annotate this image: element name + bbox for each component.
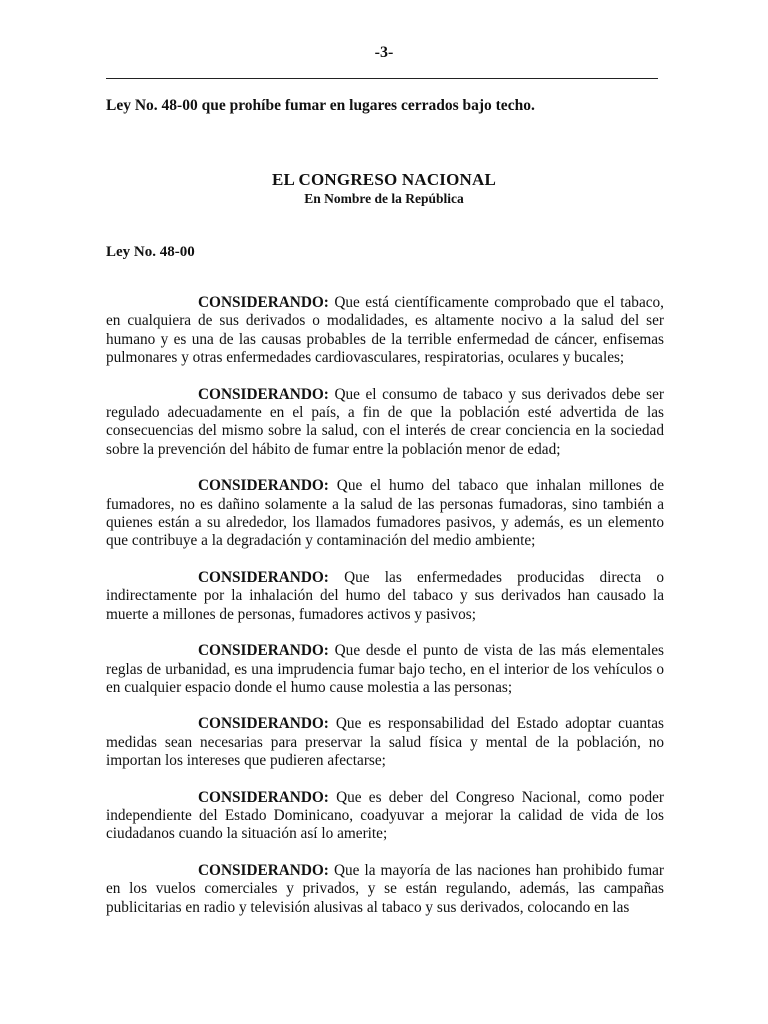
considerando-paragraph: [106, 569, 664, 624]
considerando-paragraph: [106, 642, 664, 697]
considerando-text: Que las enfermedades producidas directa o indirectamente por la inhalación del humo del tabaco y sus derivados han causado la muerte a millones de personas, fumadores activos y pasivos;: [106, 568, 664, 623]
considerando-text: Que desde el punto de vista de las más elementales reglas de urbanidad, es una imprudencia fumar bajo techo, en el interior de los vehículos o en cualquier espacio donde el humo cause molestia a las personas;: [106, 642, 664, 696]
considerando-paragraph: [106, 386, 664, 460]
considerando-text: Que es responsabilidad del Estado adoptar cuantas medidas sean necesarias para preservar la salud física y mental de la población, no importan los intereses que pudieren afectarse;: [106, 715, 664, 770]
considerandos-section: [106, 294, 664, 935]
considerando-text: Que la mayoría de las naciones han prohibido fumar en los vuelos comerciales y privados, y se están regulando, además, las campañas publicitarias en radio y televisión alusivas al tabaco y sus derivados, colocando en las: [106, 861, 664, 916]
law-title: Ley No. 48-00 que prohíbe fumar en lugares cerrados bajo techo.: [106, 97, 535, 114]
congress-heading: EL CONGRESO NACIONAL: [271, 170, 497, 189]
considerando-paragraph: [106, 477, 664, 551]
law-number: Ley No. 48-00: [106, 244, 195, 260]
considerando-text: Que es deber del Congreso Nacional, como poder independiente del Estado Dominicano, coadyuvar a mejorar la calidad de vida de los ciudadanos cuando la situación así lo amerite;: [106, 788, 664, 843]
considerando-lead: CONSIDERANDO:: [198, 642, 329, 660]
considerando-lead: CONSIDERANDO:: [198, 385, 329, 403]
considerando-paragraph: [106, 715, 664, 770]
considerando-paragraph: [106, 862, 664, 917]
considerando-lead: CONSIDERANDO:: [198, 715, 329, 733]
considerando-paragraph: [106, 294, 664, 368]
considerando-lead: CONSIDERANDO:: [198, 477, 329, 495]
considerando-lead: CONSIDERANDO:: [198, 861, 329, 879]
considerando-text: Que el consumo de tabaco y sus derivados debe ser regulado adecuadamente en el país, a fin de que la población esté advertida de las consecuencias del mismo sobre la salud, con el interés de crear conciencia en la sociedad sobre la prevención del hábito de fumar entre la población menor de edad;: [106, 385, 664, 458]
considerando-text: Que está científicamente comprobado que el tabaco, en cualquiera de sus derivados o modalidades, es altamente nocivo a la salud del ser humano y es una de las causas probables de la terrible enfermedad de cáncer, enfisemas pulmonares y otras enfermedades cardiovasculares, respiratorias, oculares y bucales;: [106, 294, 664, 367]
congress-subtitle: En Nombre de la República: [304, 191, 464, 206]
considerando-paragraph: [106, 789, 664, 844]
considerando-lead: CONSIDERANDO:: [198, 788, 329, 806]
header-rule: [106, 78, 658, 79]
page-number: -3-: [374, 44, 394, 61]
considerando-lead: CONSIDERANDO:: [198, 294, 329, 311]
considerando-text: Que el humo del tabaco que inhalan millones de fumadores, no es dañino solamente a la salud de las personas fumadoras, sino también a quienes están a su alrededor, los llamados fumadores pasivos, y además, es un elemento que contribuye a la degradación y contaminación del medio ambiente;: [106, 477, 664, 550]
considerando-lead: CONSIDERANDO:: [198, 568, 329, 586]
